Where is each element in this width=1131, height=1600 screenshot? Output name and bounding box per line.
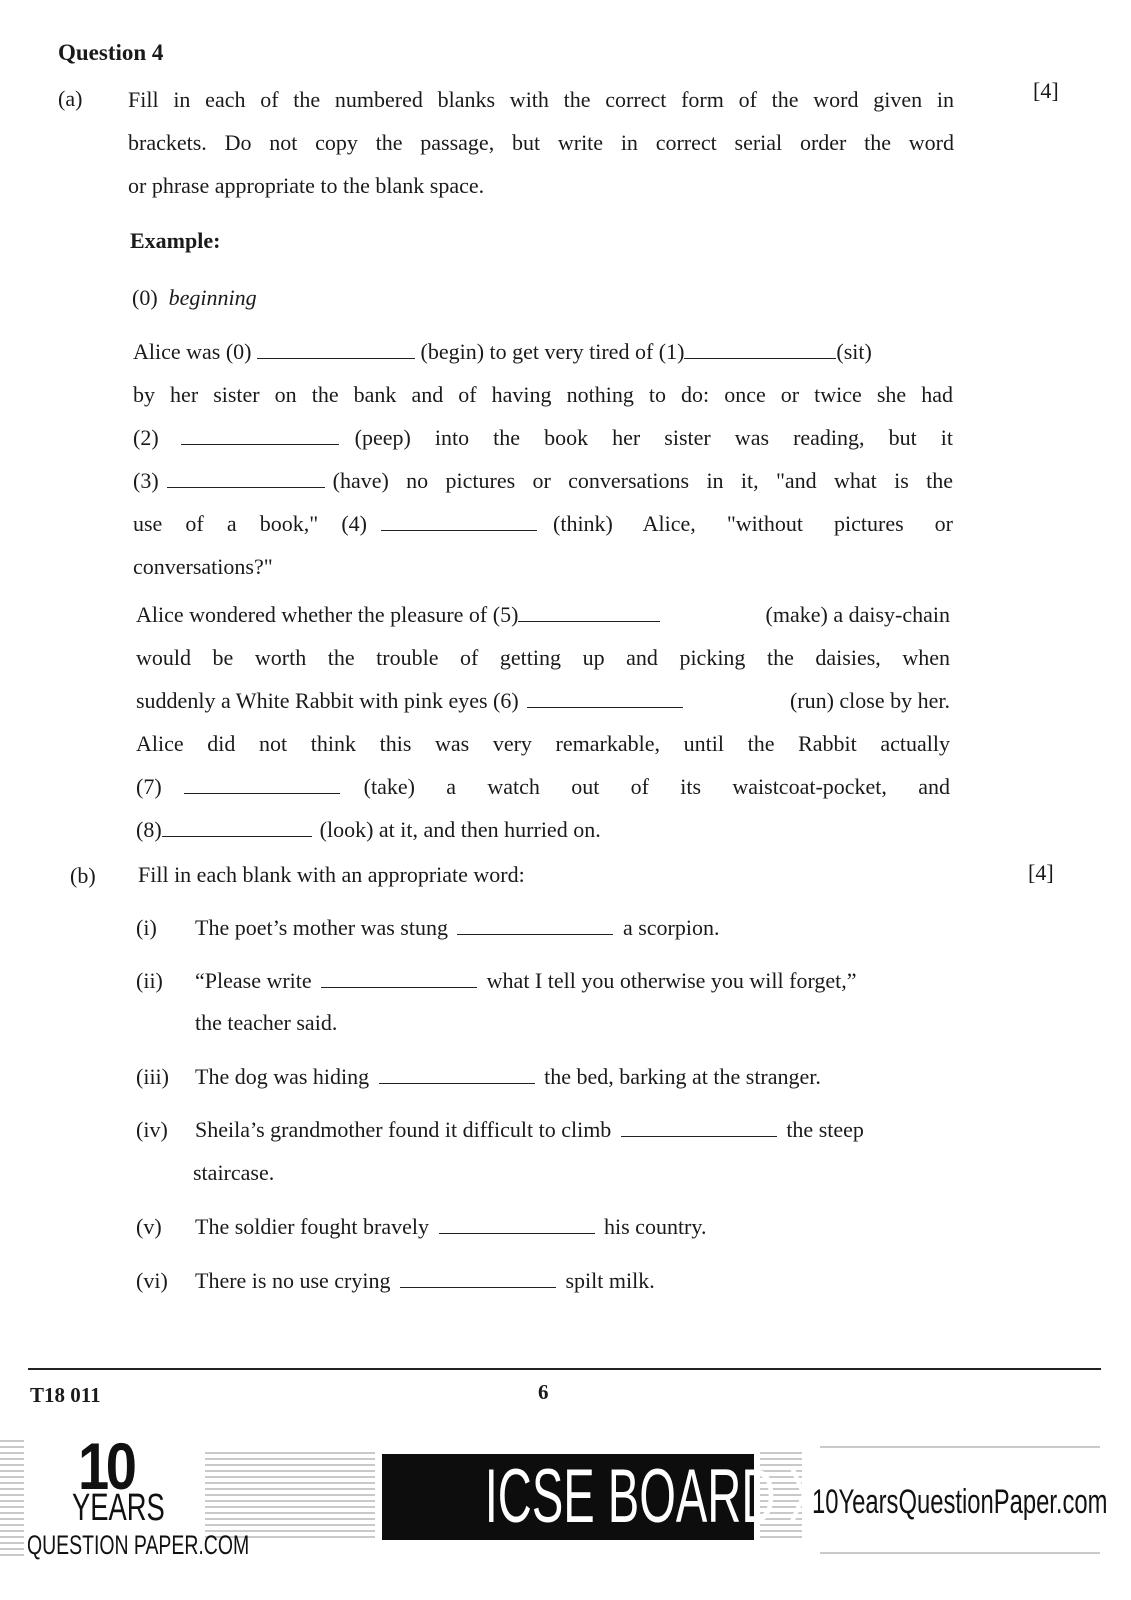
passage-1-line-4: (3) (have) no pictures or conversations in it, "and what is the	[133, 468, 953, 493]
part-b-label: (b)	[70, 863, 96, 888]
paper-code: T18 011	[30, 1383, 101, 1407]
example-answer: beginning	[168, 285, 257, 310]
page-number: 6	[538, 1380, 549, 1404]
blank-b2	[321, 986, 477, 988]
part-b-instruction: Fill in each blank with an appropriate word:	[138, 862, 525, 887]
example-number: (0)	[132, 285, 158, 310]
passage-2-line-3: suddenly a White Rabbit with pink eyes (6) (run) close by her.	[136, 688, 950, 713]
logo-subtitle: QUESTION PAPER.COM	[27, 1530, 250, 1560]
site-name: 10YearsQuestionPaper.com	[812, 1483, 1108, 1521]
passage-2-line-6: (8) (look) at it, and then hurried on.	[136, 817, 601, 842]
blank-b6	[400, 1286, 556, 1288]
blank-0	[257, 357, 415, 359]
banner-line-bottom	[820, 1552, 1100, 1554]
blank-7	[184, 792, 340, 794]
part-b-item-5: The soldier fought bravely his country.	[195, 1214, 707, 1239]
passage-paragraph-2	[136, 593, 950, 851]
banner-stripes-left	[0, 1440, 24, 1560]
blank-b1	[457, 933, 613, 935]
passage-1-line-6: conversations?"	[133, 554, 273, 579]
example-heading: Example:	[130, 228, 221, 253]
instruction-line-3: or phrase appropriate to the blank space.	[128, 173, 485, 198]
blank-2	[181, 443, 339, 445]
board-title: ICSE BOARD X	[484, 1454, 820, 1539]
part-b-item-2-continuation: the teacher said.	[195, 1010, 338, 1035]
part-b-item-2-number: (ii)	[136, 968, 163, 993]
part-a-label: (a)	[58, 86, 83, 111]
blank-b4	[621, 1135, 777, 1137]
part-b-item-5-number: (v)	[136, 1214, 162, 1239]
part-b-item-1: The poet’s mother was stung a scorpion.	[195, 915, 720, 940]
banner-stripes-middle-left	[205, 1452, 375, 1542]
passage-1-line-2: by her sister on the bank and of having nothing to do: once or twice she had	[133, 382, 953, 407]
instruction-line-2: brackets. Do not copy the passage, but write in correct serial order the word	[128, 130, 954, 155]
passage-2-line-4: Alice did not think this was very remarkable, until the Rabbit actually	[136, 731, 950, 756]
passage-2-line-1: Alice wondered whether the pleasure of (5) (make) a daisy-chain	[136, 602, 950, 627]
blank-b5	[439, 1232, 595, 1234]
part-b-item-3-number: (iii)	[136, 1064, 169, 1089]
passage-2-line-2: would be worth the trouble of getting up and picking the daisies, when	[136, 645, 950, 670]
blank-4	[381, 529, 537, 531]
blank-b3	[379, 1082, 535, 1084]
blank-1	[684, 357, 836, 359]
part-a-marks: [4]	[1033, 78, 1059, 103]
part-b-item-4-continuation: staircase.	[193, 1160, 275, 1185]
passage-1-line-5: use of a book," (4) (think) Alice, "without pictures or	[133, 511, 953, 536]
question-title: Question 4	[58, 40, 164, 65]
blank-5	[518, 620, 660, 622]
blank-6	[527, 706, 683, 708]
part-b-item-4-number: (iv)	[136, 1117, 168, 1142]
logo-years: YEARS	[72, 1487, 165, 1529]
part-b-item-4: Sheila’s grandmother found it difficult to climb the steep	[195, 1117, 864, 1142]
part-b-item-6: There is no use crying spilt milk.	[195, 1268, 655, 1293]
passage-1-line-1: Alice was (0) (begin) to get very tired of (1) (sit)	[133, 339, 872, 364]
part-b-marks: [4]	[1028, 860, 1054, 885]
banner-line-top	[820, 1446, 1100, 1448]
instruction-line-1: Fill in each of the numbered blanks with the correct form of the word given in	[128, 87, 954, 112]
blank-3	[167, 486, 325, 488]
board-banner	[382, 1454, 820, 1540]
footer-rule	[28, 1368, 1101, 1370]
logo-number: 10	[78, 1429, 134, 1503]
part-b-item-6-number: (vi)	[136, 1268, 168, 1293]
part-b-item-3: The dog was hiding the bed, barking at the stranger.	[195, 1064, 821, 1089]
example-line	[132, 285, 257, 311]
passage-1-line-3: (2) (peep) into the book her sister was reading, but it	[133, 425, 953, 450]
passage-paragraph-1	[133, 330, 953, 588]
blank-8	[162, 835, 312, 837]
part-a-instruction	[128, 78, 954, 207]
passage-2-line-5: (7) (take) a watch out of its waistcoat-pocket, and	[136, 774, 950, 799]
part-b-item-1-number: (i)	[136, 915, 157, 940]
part-b-item-2: “Please write what I tell you otherwise you will forget,”	[195, 968, 857, 993]
